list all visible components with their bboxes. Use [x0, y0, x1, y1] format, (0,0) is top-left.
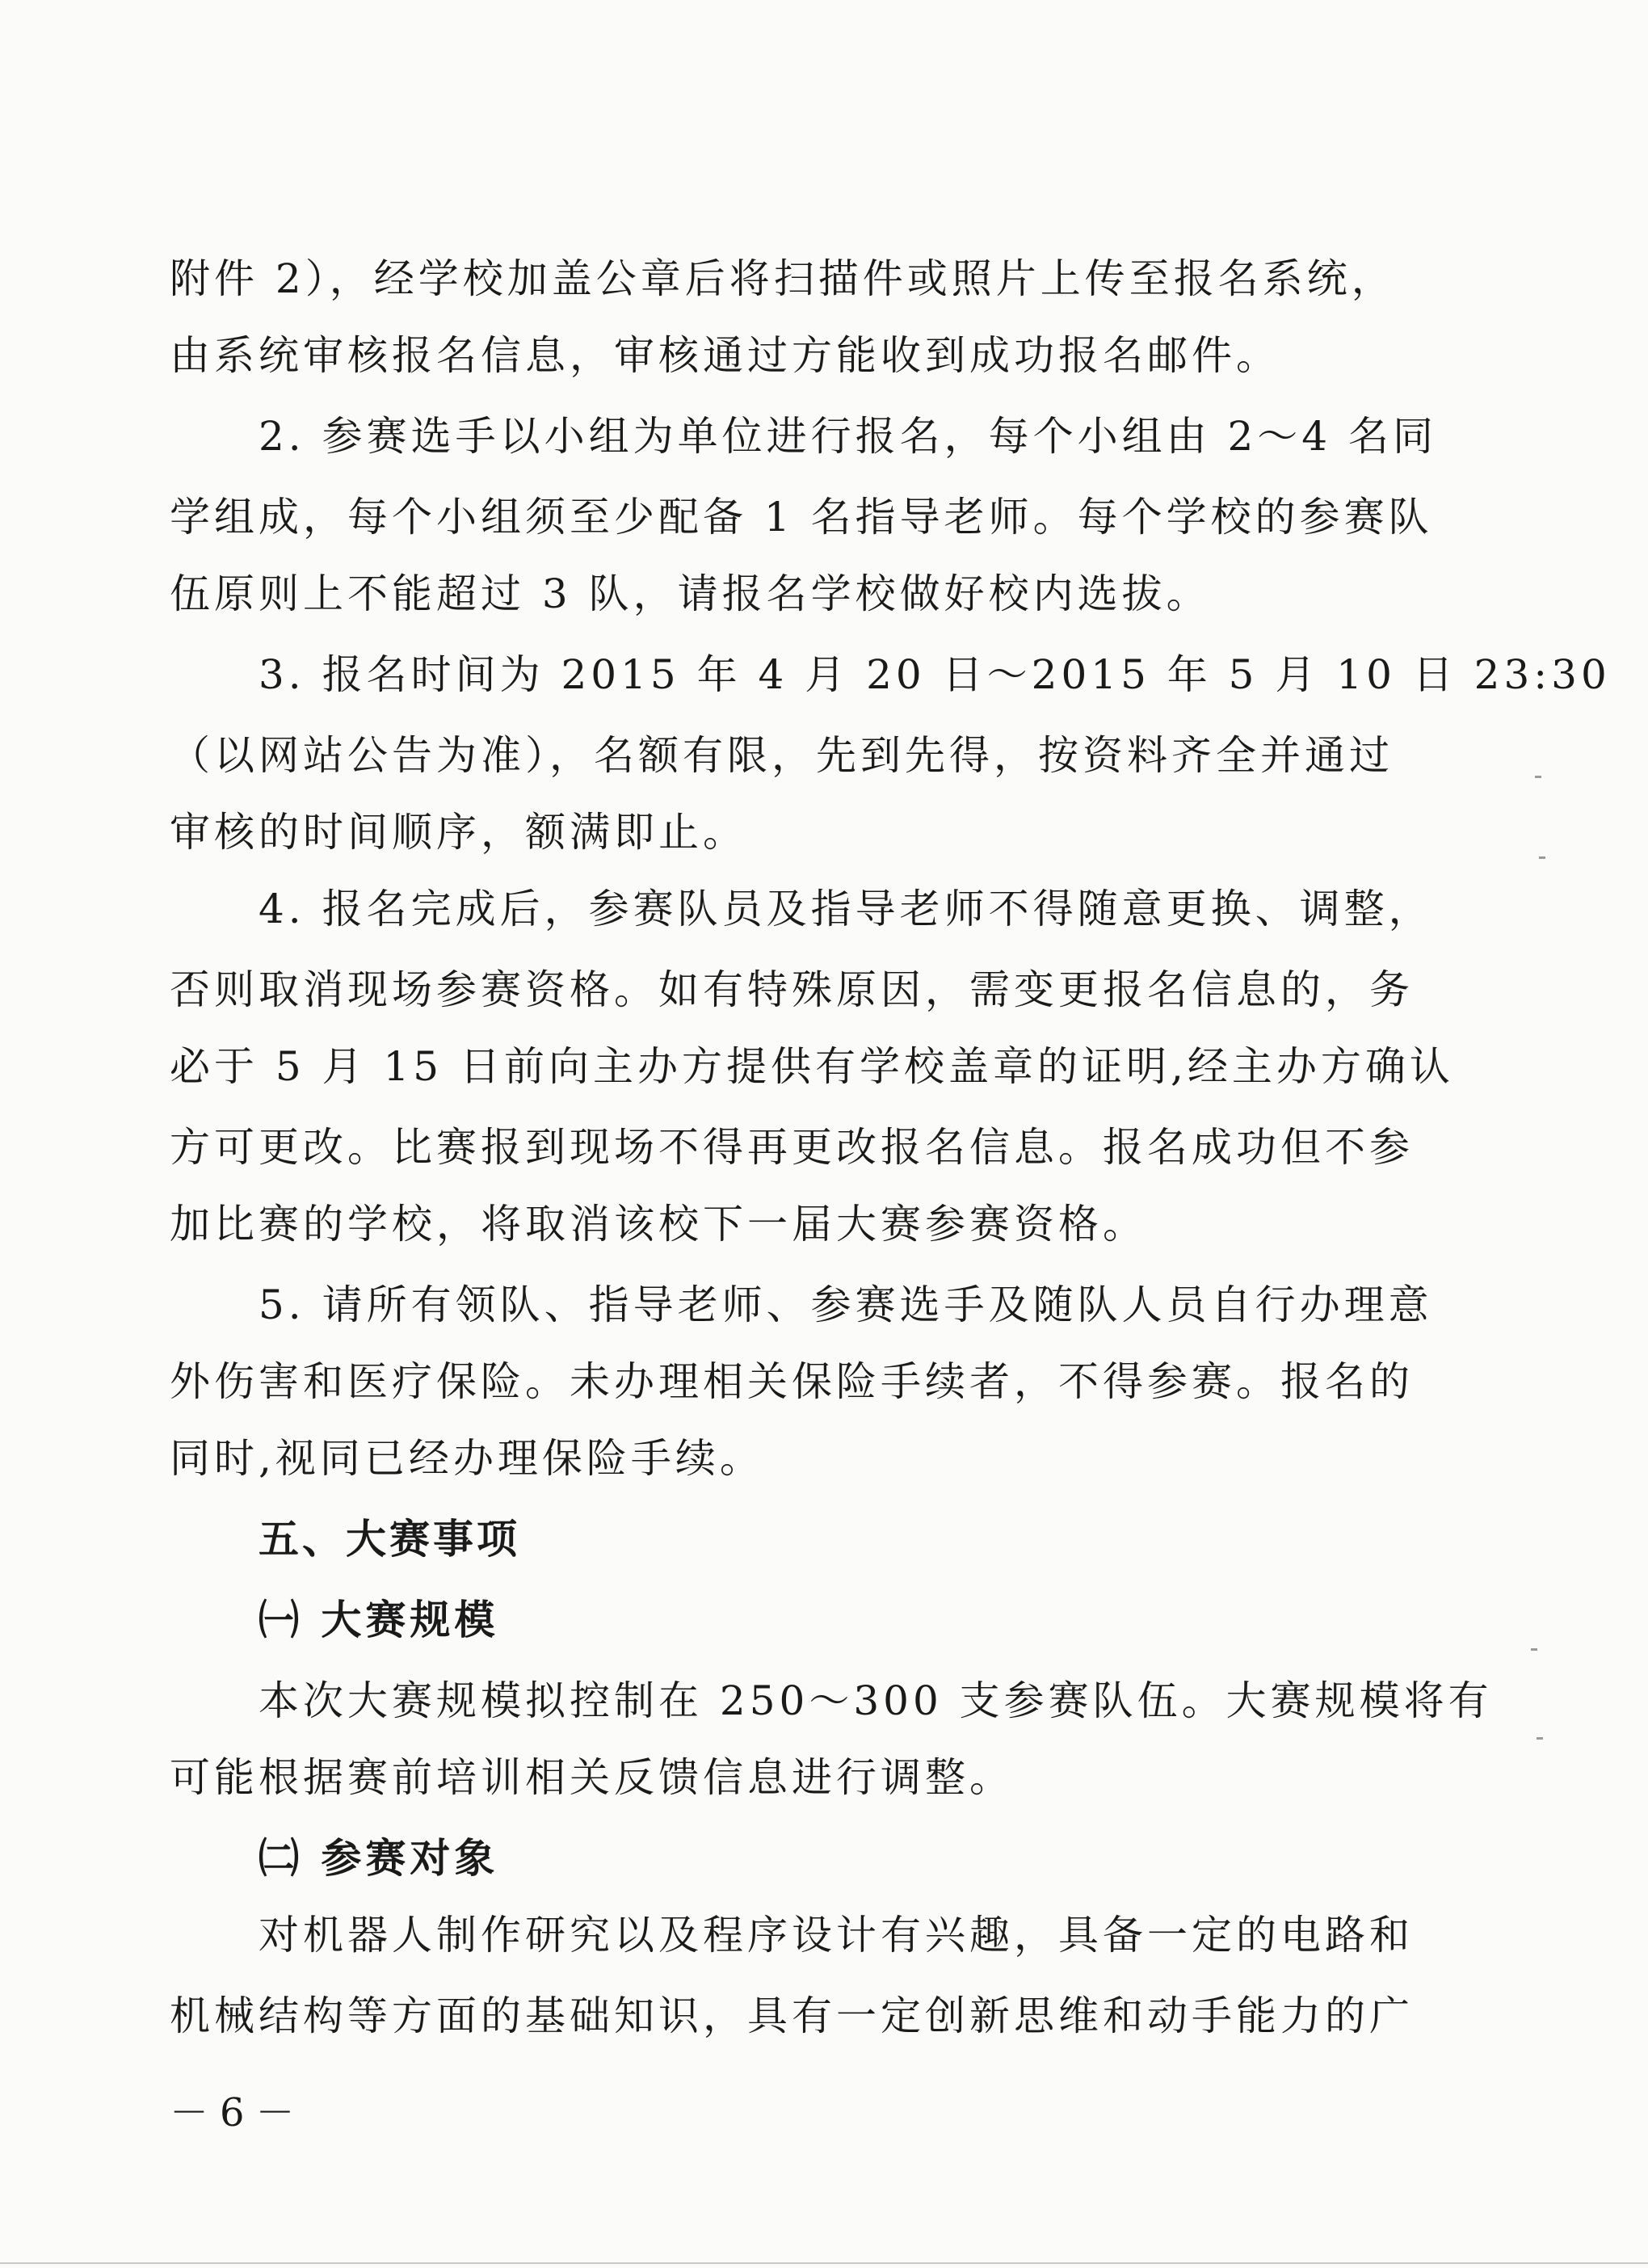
subsection-2-line-2: 机械结构等方面的基础知识，具有一定创新思维和动手能力的广 [170, 1992, 1414, 2039]
page-number: －6－ [170, 2090, 306, 2135]
scan-edge-line [0, 2262, 1648, 2264]
body-line-2: 由系统审核报名信息，审核通过方能收到成功报名邮件。 [170, 332, 1280, 379]
scan-speck [1537, 1737, 1543, 1740]
subsection-2-heading: ㈡ 参赛对象 [259, 1834, 499, 1882]
scan-speck [1535, 776, 1541, 778]
item-3-line-2: （以网站公告为准），名额有限，先到先得，按资料齐全并通过 [170, 732, 1394, 779]
body-line-1: 附件 2），经学校加盖公章后将扫描件或照片上传至报名系统， [170, 255, 1396, 302]
scan-speck [1539, 856, 1545, 859]
scan-speck [1531, 1648, 1537, 1651]
subsection-1-heading: ㈠ 大赛规模 [259, 1596, 499, 1643]
item-4-line-2: 否则取消现场参赛资格。如有特殊原因，需变更报名信息的，务 [170, 966, 1414, 1013]
item-4-line-3: 必于 5 月 15 日前向主办方提供有学校盖章的证明,经主办方确认 [170, 1043, 1454, 1090]
item-5-line-1: 5. 请所有领队、指导老师、参赛选手及随队人员自行办理意 [259, 1281, 1433, 1328]
subsection-2-line-1: 对机器人制作研究以及程序设计有兴趣，具备一定的电路和 [259, 1912, 1414, 1959]
section-heading: 五、大赛事项 [259, 1516, 520, 1563]
item-2-line-1: 2. 参赛选手以小组为单位进行报名，每个小组由 2～4 名同 [259, 413, 1438, 460]
item-4-line-5: 加比赛的学校，将取消该校下一届大赛参赛资格。 [170, 1201, 1147, 1248]
item-2-line-2: 学组成，每个小组须至少配备 1 名指导老师。每个学校的参赛队 [170, 494, 1433, 541]
item-5-line-2: 外伤害和医疗保险。未办理相关保险手续者，不得参赛。报名的 [170, 1358, 1414, 1405]
item-4-line-4: 方可更改。比赛报到现场不得再更改报名信息。报名成功但不参 [170, 1124, 1414, 1171]
item-5-line-3: 同时,视同已经办理保险手续。 [170, 1435, 764, 1482]
subsection-1-line-2: 可能根据赛前培训相关反馈信息进行调整。 [170, 1754, 1014, 1801]
item-4-line-1: 4. 报名完成后，参赛队员及指导老师不得随意更换、调整， [259, 886, 1433, 932]
item-3-line-1: 3. 报名时间为 2015 年 4 月 20 日～2015 年 5 月 10 日 23:30 [259, 651, 1611, 698]
subsection-1-line-1: 本次大赛规模拟控制在 250～300 支参赛队伍。大赛规模将有 [259, 1677, 1493, 1724]
item-3-line-3: 审核的时间顺序，额满即止。 [170, 809, 747, 856]
item-2-line-3: 伍原则上不能超过 3 队，请报名学校做好校内选拔。 [170, 570, 1211, 617]
